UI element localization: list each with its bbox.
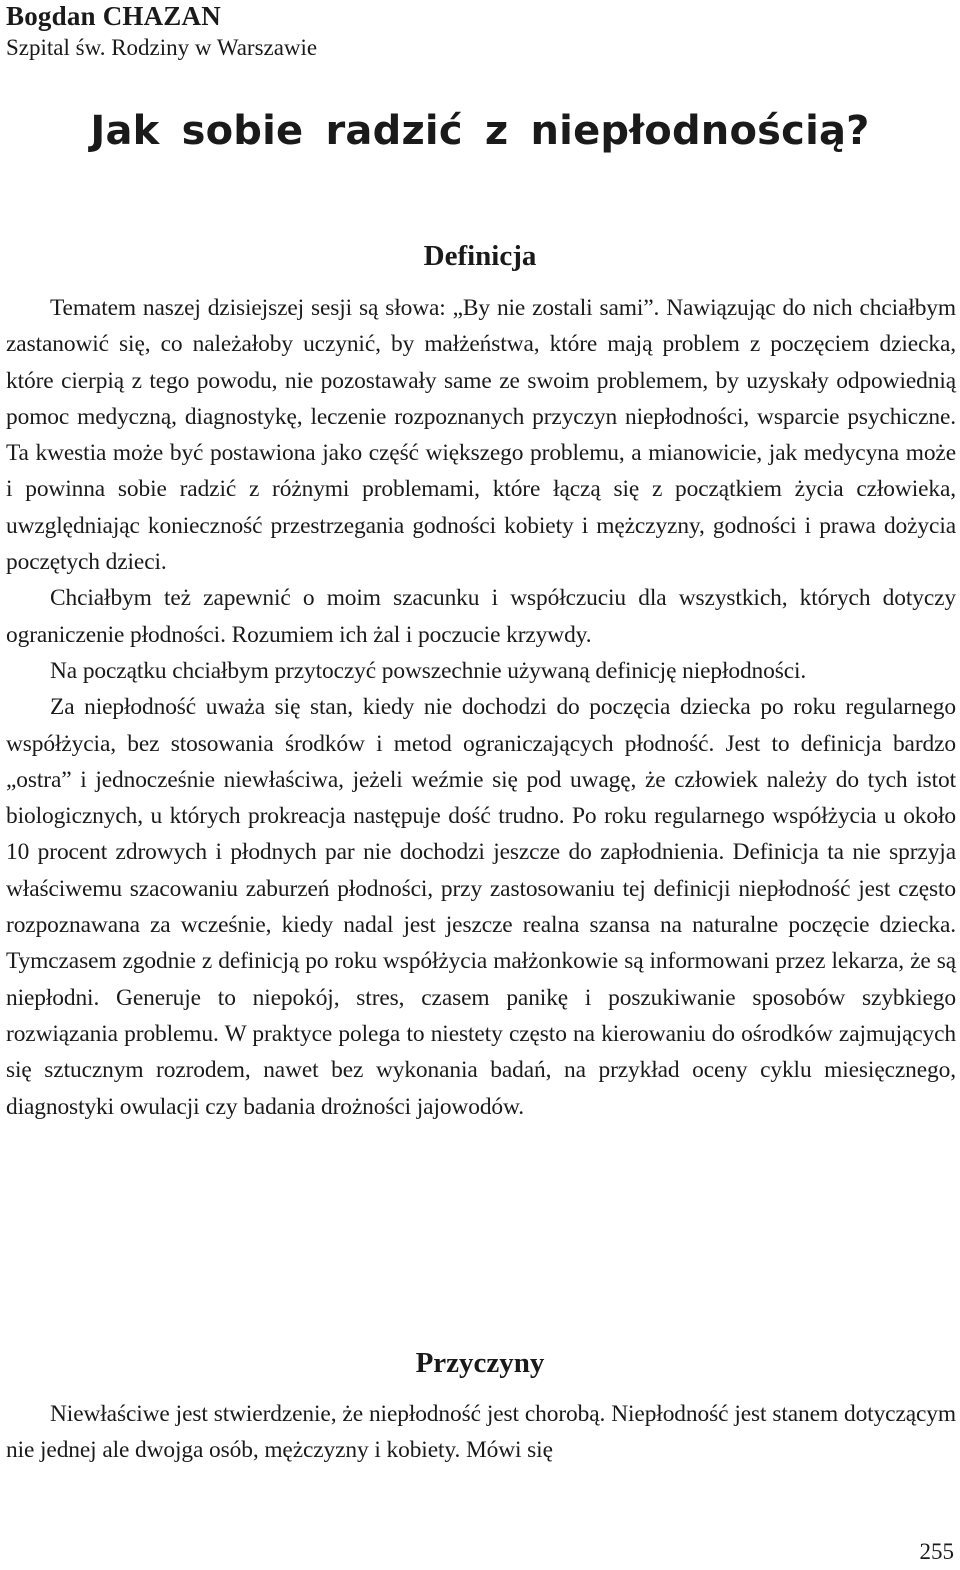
article-title: Jak sobie radzić z niepłodnością?: [90, 108, 870, 154]
section-heading-przyczyny: Przyczyny: [415, 1347, 545, 1379]
section-body-przyczyny: [6, 1396, 956, 1469]
author-name: Bogdan CHAZAN: [6, 1, 221, 31]
paragraph: Tematem naszej dzisiejszej sesji są słowa: „By nie zostali sami”. Nawiązując do nich chciałbym zastanowić się, co należałoby uczynić, by małżeństwa, które mają problem z poczęciem dziecka, które cierpią z tego powodu, nie pozostawały same ze swoim problemem, by uzyskały odpowiednią pomoc medyczną, diagnostykę, leczenie rozpoznanych przyczyn niepłodności, wsparcie psychiczne. Ta kwestia może być postawiona jako część większego problemu, a mianowicie, jak medycyna może i powinna sobie radzić z różnymi problemami, które łączą się z początkiem życia człowieka, uwzględniając konieczność przestrzegania godności kobiety i mężczyzny, godności i prawa dożycia poczętych dzieci.: [6, 295, 956, 576]
section-heading-definicja: Definicja: [423, 240, 537, 272]
paragraph: Chciałbym też zapewnić o moim szacunku i współczuciu dla wszystkich, których dotyczy ograniczenie płodności. Rozumiem ich żal i poczucie krzywdy.: [6, 585, 956, 648]
paragraph: Niewłaściwe jest stwierdzenie, że niepłodność jest chorobą. Niepłodność jest stanem dotyczącym nie jednej ale dwojga osób, mężczyzny i kobiety. Mówi się: [6, 1401, 956, 1464]
paragraph: Na początku chciałbym przytoczyć powszechnie używaną definicję niepłodności.: [50, 657, 807, 684]
author-affiliation: Szpital św. Rodziny w Warszawie: [6, 35, 318, 60]
section-body-definicja: [6, 290, 956, 1125]
page-number: 255: [919, 1539, 954, 1564]
paragraph: Za niepłodność uważa się stan, kiedy nie dochodzi do poczęcia dziecka po roku regularnego współżycia, bez stosowania środków i metod ograniczających płodność. Jest to definicja bardzo „ostra” i jednocześnie niewłaściwa, jeżeli weźmie się pod uwagę, że człowiek należy do tych istot biologicznych, u których prokreacja następuje dość trudno. Po roku regularnego współżycia u około 10 procent zdrowych i płodnych par nie dochodzi jeszcze do zapłodnienia. Definicja ta nie sprzyja właściwemu szacowaniu zaburzeń płodności, przy zastosowaniu tej definicji niepłodność jest często rozpoznawana za wcześnie, kiedy nadal jest jeszcze realna szansa na naturalne poczęcie dziecka. Tymczasem zgodnie z definicją po roku współżycia małżonkowie są informowani przez lekarza, że są niepłodni. Generuje to niepokój, stres, czasem panikę i poszukiwanie sposobów szybkiego rozwiązania problemu. W praktyce polega to niestety często na kierowaniu do ośrodków zajmujących się sztucznym rozrodem, nawet bez wykonania badań, na przykład oceny cyklu miesięcznego, diagnostyki owulacji czy badania drożności jajowodów.: [6, 694, 956, 1120]
